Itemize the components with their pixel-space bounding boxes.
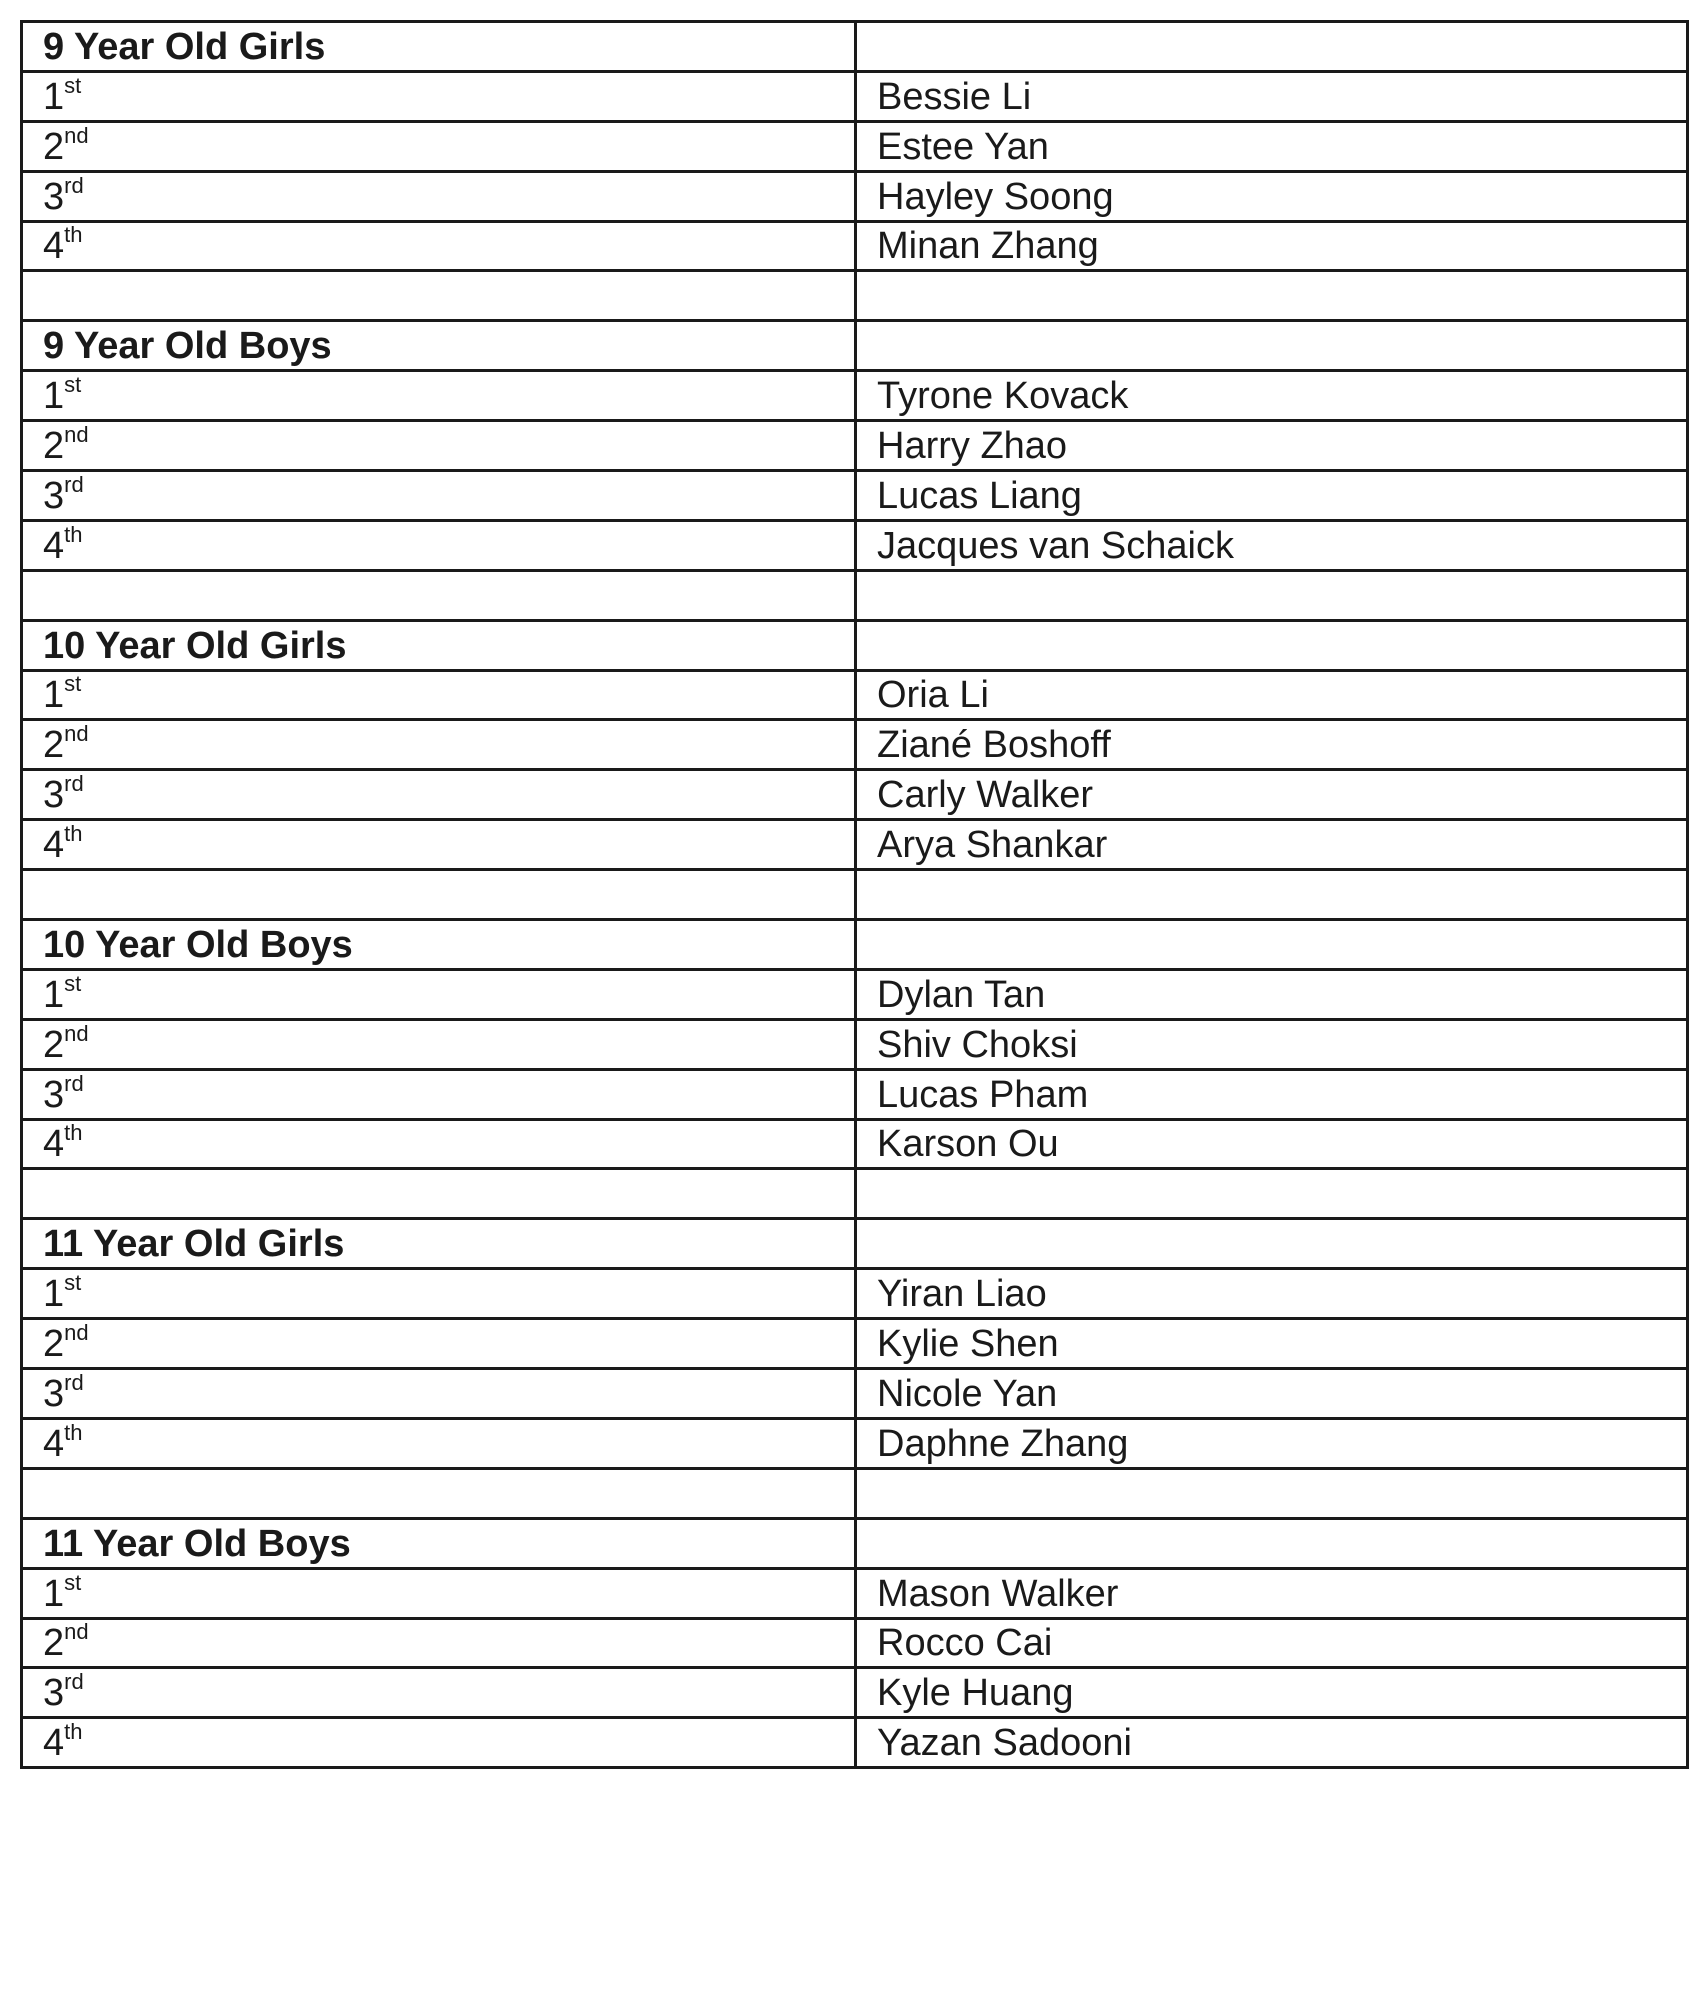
- empty-cell: [856, 620, 1688, 670]
- place-cell: [22, 1618, 856, 1668]
- place-number: 1: [43, 75, 65, 118]
- place-number: 1: [43, 1273, 65, 1316]
- winner-name: Estee Yan: [856, 121, 1688, 171]
- place-number: 2: [43, 1622, 65, 1665]
- winner-name: Minan Zhang: [856, 221, 1688, 271]
- place-cell: [22, 1069, 856, 1119]
- winner-name: Mason Walker: [856, 1568, 1688, 1618]
- place-suffix: st: [64, 1270, 82, 1296]
- place-cell: [22, 221, 856, 271]
- empty-cell: [22, 1169, 856, 1219]
- place-number: 4: [43, 1123, 65, 1166]
- place-number: 3: [43, 774, 65, 817]
- place-cell: [22, 1668, 856, 1718]
- place-cell: [22, 969, 856, 1019]
- place-number: 4: [43, 824, 65, 867]
- place-row: [22, 1319, 1688, 1369]
- winner-name: Bessie Li: [856, 71, 1688, 121]
- place-suffix: nd: [64, 1320, 89, 1346]
- place-row: [22, 421, 1688, 471]
- winner-name: Nicole Yan: [856, 1369, 1688, 1419]
- place-number: 2: [43, 125, 65, 168]
- group-title: 11 Year Old Boys: [22, 1518, 856, 1568]
- place-cell: [22, 1319, 856, 1369]
- place-row: [22, 520, 1688, 570]
- place-row: [22, 720, 1688, 770]
- place-cell: [22, 71, 856, 121]
- place-row: [22, 1069, 1688, 1119]
- empty-cell: [22, 271, 856, 321]
- place-suffix: st: [64, 1569, 82, 1595]
- place-suffix: th: [64, 222, 83, 248]
- place-cell: [22, 670, 856, 720]
- winner-name: Shiv Choksi: [856, 1019, 1688, 1069]
- spacer-row: [22, 870, 1688, 920]
- place-suffix: nd: [64, 422, 89, 448]
- winner-name: Oria Li: [856, 670, 1688, 720]
- place-number: 1: [43, 973, 65, 1016]
- place-suffix: st: [64, 72, 82, 98]
- spacer-row: [22, 1169, 1688, 1219]
- place-number: 2: [43, 1023, 65, 1066]
- place-row: [22, 71, 1688, 121]
- place-cell: [22, 1269, 856, 1319]
- winner-name: Rocco Cai: [856, 1618, 1688, 1668]
- spacer-row: [22, 570, 1688, 620]
- place-cell: [22, 121, 856, 171]
- winner-name: Kyle Huang: [856, 1668, 1688, 1718]
- empty-cell: [22, 1468, 856, 1518]
- place-row: [22, 1618, 1688, 1668]
- empty-cell: [856, 321, 1688, 371]
- winner-name: Kylie Shen: [856, 1319, 1688, 1369]
- place-number: 4: [43, 1722, 65, 1765]
- place-row: [22, 670, 1688, 720]
- group-title: 10 Year Old Boys: [22, 920, 856, 970]
- place-cell: [22, 1369, 856, 1419]
- place-suffix: st: [64, 970, 82, 996]
- place-number: 3: [43, 1372, 65, 1415]
- place-row: [22, 121, 1688, 171]
- winner-name: Ziané Boshoff: [856, 720, 1688, 770]
- place-suffix: th: [64, 1419, 83, 1445]
- group-title: 9 Year Old Girls: [22, 22, 856, 72]
- empty-cell: [22, 570, 856, 620]
- place-suffix: th: [64, 821, 83, 847]
- winner-name: Tyrone Kovack: [856, 371, 1688, 421]
- place-cell: [22, 1718, 856, 1768]
- place-number: 4: [43, 225, 65, 268]
- place-row: [22, 820, 1688, 870]
- place-cell: [22, 421, 856, 471]
- spacer-row: [22, 271, 1688, 321]
- empty-cell: [856, 22, 1688, 72]
- place-number: 4: [43, 1422, 65, 1465]
- place-row: [22, 1019, 1688, 1069]
- place-row: [22, 1269, 1688, 1319]
- place-suffix: th: [64, 1719, 83, 1745]
- empty-cell: [856, 920, 1688, 970]
- place-cell: [22, 1119, 856, 1169]
- place-number: 1: [43, 674, 65, 717]
- place-suffix: rd: [64, 172, 84, 198]
- place-cell: [22, 520, 856, 570]
- place-number: 3: [43, 175, 65, 218]
- winner-name: Karson Ou: [856, 1119, 1688, 1169]
- place-suffix: rd: [64, 471, 84, 497]
- place-number: 1: [43, 1572, 65, 1615]
- group-header-row: [22, 22, 1688, 72]
- winner-name: Harry Zhao: [856, 421, 1688, 471]
- place-number: 1: [43, 375, 65, 418]
- group-header-row: [22, 1219, 1688, 1269]
- empty-cell: [856, 1518, 1688, 1568]
- winner-name: Carly Walker: [856, 770, 1688, 820]
- place-cell: [22, 820, 856, 870]
- place-cell: [22, 1568, 856, 1618]
- group-header-row: [22, 920, 1688, 970]
- winner-name: Jacques van Schaick: [856, 520, 1688, 570]
- place-row: [22, 1718, 1688, 1768]
- results-table-body: [22, 22, 1688, 1768]
- place-suffix: th: [64, 1120, 83, 1146]
- winner-name: Dylan Tan: [856, 969, 1688, 1019]
- winner-name: Daphne Zhang: [856, 1418, 1688, 1468]
- place-cell: [22, 471, 856, 521]
- place-cell: [22, 720, 856, 770]
- place-suffix: nd: [64, 1020, 89, 1046]
- place-row: [22, 171, 1688, 221]
- place-row: [22, 1119, 1688, 1169]
- place-suffix: rd: [64, 771, 84, 797]
- empty-cell: [856, 1169, 1688, 1219]
- place-suffix: st: [64, 372, 82, 398]
- place-row: [22, 1568, 1688, 1618]
- place-row: [22, 471, 1688, 521]
- place-cell: [22, 1418, 856, 1468]
- place-number: 2: [43, 425, 65, 468]
- place-row: [22, 1668, 1688, 1718]
- place-suffix: rd: [64, 1369, 84, 1395]
- winner-name: Lucas Pham: [856, 1069, 1688, 1119]
- place-suffix: nd: [64, 721, 89, 747]
- group-header-row: [22, 620, 1688, 670]
- place-suffix: st: [64, 671, 82, 697]
- empty-cell: [856, 570, 1688, 620]
- empty-cell: [856, 271, 1688, 321]
- spacer-row: [22, 1468, 1688, 1518]
- winner-name: Arya Shankar: [856, 820, 1688, 870]
- place-row: [22, 371, 1688, 421]
- place-number: 4: [43, 524, 65, 567]
- winner-name: Yazan Sadooni: [856, 1718, 1688, 1768]
- group-header-row: [22, 1518, 1688, 1568]
- results-table: [20, 20, 1689, 1769]
- place-suffix: rd: [64, 1669, 84, 1695]
- place-cell: [22, 770, 856, 820]
- place-row: [22, 770, 1688, 820]
- place-cell: [22, 1019, 856, 1069]
- place-number: 3: [43, 474, 65, 517]
- place-suffix: nd: [64, 122, 89, 148]
- place-number: 3: [43, 1672, 65, 1715]
- place-row: [22, 969, 1688, 1019]
- place-suffix: th: [64, 521, 83, 547]
- winner-name: Lucas Liang: [856, 471, 1688, 521]
- place-suffix: rd: [64, 1070, 84, 1096]
- place-number: 3: [43, 1073, 65, 1116]
- empty-cell: [856, 870, 1688, 920]
- winner-name: Hayley Soong: [856, 171, 1688, 221]
- place-row: [22, 1369, 1688, 1419]
- place-suffix: nd: [64, 1619, 89, 1645]
- place-number: 2: [43, 1323, 65, 1366]
- empty-cell: [856, 1219, 1688, 1269]
- empty-cell: [856, 1468, 1688, 1518]
- empty-cell: [22, 870, 856, 920]
- place-cell: [22, 171, 856, 221]
- group-header-row: [22, 321, 1688, 371]
- winner-name: Yiran Liao: [856, 1269, 1688, 1319]
- group-title: 9 Year Old Boys: [22, 321, 856, 371]
- group-title: 10 Year Old Girls: [22, 620, 856, 670]
- place-cell: [22, 371, 856, 421]
- group-title: 11 Year Old Girls: [22, 1219, 856, 1269]
- place-row: [22, 221, 1688, 271]
- place-row: [22, 1418, 1688, 1468]
- place-number: 2: [43, 724, 65, 767]
